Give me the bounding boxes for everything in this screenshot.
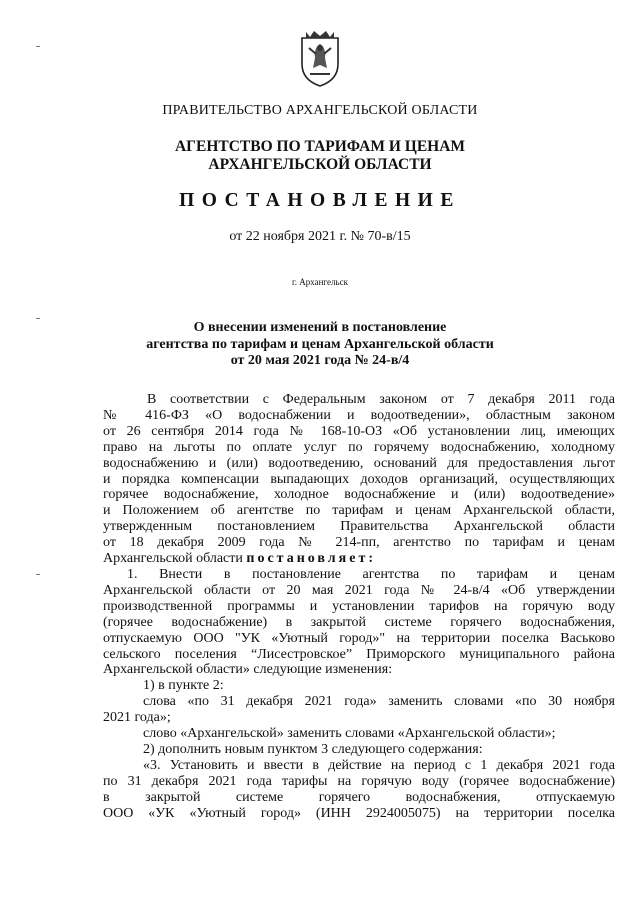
document-subject <box>0 320 640 370</box>
binding-mark <box>36 46 40 47</box>
body-line: слова «по 31 декабря 2021 года» заменить словами «по 30 ноября <box>143 694 615 710</box>
body-line: слово «Архангельской» заменить словами «Архангельской области»; <box>143 726 556 742</box>
body-line: (горячее водоснабжение) в закрытой системе горячего водоснабжения, <box>103 614 615 630</box>
subject-line: агентства по тарифам и ценам Архангельской области <box>146 336 494 352</box>
body-line: водоснабжению и (или) водоотведению, оснований для предоставления льгот <box>103 455 615 471</box>
body-line: право на льготы по оплате услуг по горячему водоснабжению, холодному <box>103 439 615 455</box>
body-line: и Положением об агентстве по тарифам и ценам Архангельской области, <box>103 503 615 519</box>
document-body <box>103 392 615 821</box>
body-line: 1) в пункте 2: <box>143 678 224 694</box>
body-line: 2) дополнить новым пунктом 3 следующего содержания: <box>143 741 483 757</box>
body-line: в закрытой системе горячего водоснабжения, отпускаемую <box>103 789 615 805</box>
subject-line: О внесении изменений в постановление <box>193 320 447 335</box>
body-text: Архангельской области <box>103 551 247 567</box>
body-line: утвержденным постановлением Правительства Архангельской области <box>103 519 615 535</box>
document-city: г. Архангельск <box>292 277 348 287</box>
coat-of-arms-emblem <box>296 28 344 88</box>
body-line: горячее водоснабжение, холодное водоснабжение и (или) водоотведение» <box>103 487 615 503</box>
body-line: «3. Установить и ввести в действие на период с 1 декабря 2021 года <box>143 757 615 773</box>
document-date-number: от 22 ноября 2021 г. № 70-в/15 <box>229 229 411 244</box>
agency-name-line: АРХАНГЕЛЬСКОЙ ОБЛАСТИ <box>208 156 432 173</box>
binding-mark <box>36 574 40 575</box>
decree-keyword: постановляет: <box>246 551 376 567</box>
body-line: сельского поселения “Лисестровское” Приморского муниципального района <box>103 646 615 662</box>
body-line: отпускаемую ООО "УК «Уютный город»" на территории поселка Васьково <box>103 630 615 646</box>
body-line: производственной программы и установлении тарифов на горячую воду <box>103 598 615 614</box>
body-line: Архангельской области» следующие изменения: <box>103 662 393 678</box>
body-line: 2021 года»; <box>103 710 171 726</box>
body-line: по 31 декабря 2021 года тарифы на горячую воду (горячее водоснабжение) <box>103 773 615 789</box>
subject-line: от 20 мая 2021 года № 24-в/4 <box>230 353 410 368</box>
body-line: от 26 сентября 2014 года № 168-10-ОЗ «Об установлении лиц, имеющих <box>103 423 615 439</box>
body-line: В соответствии с Федеральным законом от 7 декабря 2011 года <box>147 392 615 407</box>
body-line: ООО «УК «Уютный город» (ИНН 2924005075) на территории поселка <box>103 805 615 821</box>
agency-name <box>0 138 640 174</box>
body-line: от 18 декабря 2009 года № 214-пп, агентство по тарифам и ценам <box>103 535 615 551</box>
binding-mark <box>36 318 40 319</box>
government-header: ПРАВИТЕЛЬСТВО АРХАНГЕЛЬСКОЙ ОБЛАСТИ <box>162 103 478 118</box>
body-line: и порядка компенсации выпадающих доходов организаций, осуществляющих <box>103 471 615 487</box>
body-line: 1. Внести в постановление агентства по тарифам и ценам <box>127 566 615 582</box>
body-line: Архангельской области от 20 мая 2021 года № 24-в/4 «Об утверждении <box>103 582 615 598</box>
document-type-title: ПОСТАНОВЛЕНИЕ <box>179 190 461 211</box>
body-line: № 416-ФЗ «О водоснабжении и водоотведении», областным законом <box>103 407 615 423</box>
agency-name-line: АГЕНТСТВО ПО ТАРИФАМ И ЦЕНАМ <box>174 138 466 155</box>
body-line <box>103 551 615 567</box>
